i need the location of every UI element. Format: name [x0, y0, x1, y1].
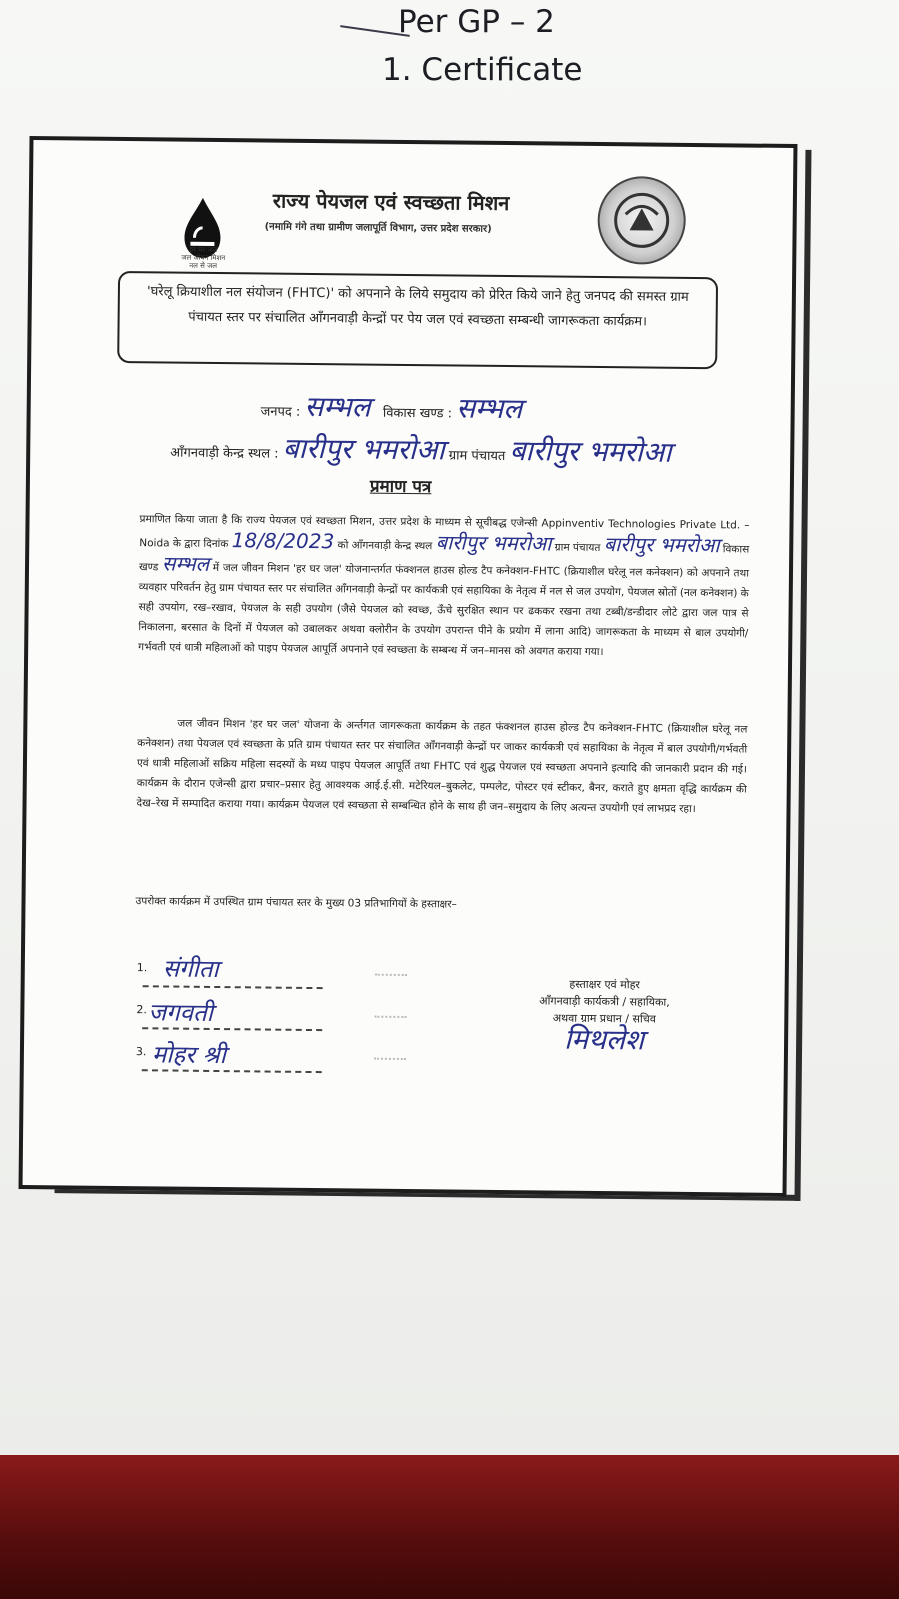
participant-row [137, 961, 148, 974]
para1-intro: प्रमाणित किया जाता है कि राज्य पेयजल एवं स्वच्छता मिशन, उत्तर प्रदेश के माध्यम से सूचीबद्ध एजेन्सी Appinventiv Technologies Private Ltd. – Noida के द्वारा दिनांक [139, 513, 750, 551]
authority-block [494, 975, 715, 1057]
signature-line [143, 985, 323, 989]
participant-num: 2. [136, 1003, 147, 1017]
para1-rest: में जल जीवन मिशन 'हर घर जल' योजनान्तर्गत फंक्शनल हाउस होल्ड टैप कनेक्शन-FHTC (क्रियाशील घरेलू नल कनेक्शन) को अपनाने तथा व्यवहार परिवर्तन हेतु ग्राम पंचायत स्तर पर संचालित आँगनवाड़ी केन्द्रों पर कार्यकत्री एवं सहायिका के नेतृत्व में नल से जल उपयोग, पेयजल स्रोतों (नल कनेक्शन) के सही उपयोग, रख–रखाव, पेयजल के सही उपयोग (जैसे पेयजल को स्वच्छ, ऊँचे सुरक्षित स्थान पर ढककर रखना तथा टब्बी/डन्डीदार लोटे द्वारा जल पात्र से निकालना, बरसात के दिनों में पेयजल को उबालकर अथवा क्लोरीन के उपयोग उपरान्त पीने के प्रयोग में लाना आदि) जागरूकता के माध्यम से बाल उपयोगी/गर्भवती एवं धात्री महिलाओं को पाइप पेयजल आपूर्ति अपनाने एवं स्वच्छता के सम्बन्ध में जन–मानस को अवगत कराया गया। [138, 561, 750, 659]
paragraph-2 [136, 713, 747, 819]
authority-line3: अथवा ग्राम प्रधान / सचिव [552, 1011, 656, 1026]
participant-signature: जगवती [148, 998, 214, 1027]
para2-text: जल जीवन मिशन 'हर घर जल' योजना के अर्न्तगत जागरूकता कार्यक्रम के तहत फंक्शनल हाउस होल्ड टैप कनेक्शन-FHTC (क्रियाशील घरेलू नल कनेक्शन) तथा पेयजल एवं स्वच्छता के प्रति ग्राम पंचायत स्तर पर संचालित आँगनवाड़ी केन्द्रों पर जाकर कार्यकत्री एवं सहायिका के नेतृत्व में बाल उपयोगी/गर्भवती एवं धात्री महिलाओं सक्रिय महिला सदस्यों के मध्य पाइप पेयजल आपूर्ति तथा FHTC एवं शुद्ध पेयजल एवं स्वच्छता अपनाने इत्यादि की जानकारी प्रदान की गई। कार्यक्रम के दौरान एजेन्सी द्वारा प्रचार–प्रसार हेतु आवश्यक आई.ई.सी. मटेरियल–बुकलेट, पम्पलेट, पोस्टर एवं स्टीकर, बैनर, कराते हुए क्षमता वृद्धि कार्यक्रम की देख–रेख में सम्पादित कराया गया। कार्यक्रम पेयजल एवं स्वच्छता से सम्बन्धित होने के साथ ही जन–समुदाय के लिए अत्यन्त उपयोगी एवं लाभप्रद रहा। [136, 717, 748, 816]
program-date: 18/8/2023 [231, 528, 335, 554]
vikas-khand-label: विकास खण्ड : [382, 405, 453, 422]
participant-signature: संगीता [162, 954, 219, 984]
kendra-value: बारीपुर भमरोआ [282, 431, 445, 467]
paragraph-1 [138, 509, 750, 663]
participant-row [136, 1045, 147, 1058]
para1-gp: बारीपुर भमरोआ [603, 532, 720, 558]
janpad-row [261, 386, 523, 427]
notice-box: 'घरेलू क्रियाशील नल संयोजन (FHTC)' को अपनाने के लिये समुदाय को प्रेरित किये जाने हेतु जनपद की समस्त ग्राम पंचायत स्तर पर संचालित आँगनवाड़ी केन्द्रों पर पेय जल एवं स्वच्छता सम्बन्धी जागरूकता कार्यक्रम। [117, 271, 718, 369]
participants-intro: उपरोक्त कार्यक्रम में उपस्थित ग्राम पंचायत स्तर के मुख्य 03 प्रतिभागियों के हस्ताक्षर– [135, 895, 457, 911]
gram-panchayat-value: बारीपुर भमरोआ [509, 434, 672, 469]
authority-line1: हस्ताक्षर एवं मोहर [569, 977, 641, 992]
logo-caption: हर घर जल जल जीवन मिशन नल से जल [181, 245, 226, 270]
certificate-title: प्रमाण पत्र [369, 476, 432, 498]
handwritten-per-gp: Per GP – 2 [398, 4, 555, 40]
janpad-label: जनपद : [260, 404, 301, 420]
janpad-value: सम्भल [304, 389, 371, 424]
faint-dots [374, 1058, 406, 1064]
vikas-khand-value: सम्भल [456, 391, 523, 426]
para1-kendra: बारीपुर भमरोआ [435, 530, 552, 556]
participant-num: 1. [136, 961, 148, 975]
header-subtitle: (नमामि गंगे तथा ग्रामीण जलापूर्ति विभाग, उत्तर प्रदेश सरकार) [264, 221, 492, 235]
participant-row [136, 1003, 147, 1016]
table-surface [0, 1455, 899, 1599]
up-government-emblem-icon [597, 176, 686, 265]
para1-mid1: को आँगनवाड़ी केन्द्र स्थल [337, 539, 433, 553]
faint-dots [375, 974, 407, 980]
kendra-row [170, 427, 672, 470]
kendra-label: आँगनवाड़ी केन्द्र स्थल : [170, 445, 279, 462]
para1-block: सम्भल [161, 551, 210, 576]
handwritten-certificate-label: 1. Certificate [382, 52, 583, 88]
participant-signature: मोहर श्री [151, 1040, 227, 1070]
participant-num: 3. [135, 1045, 147, 1059]
para1-mid3: विकास खण्ड [138, 543, 750, 574]
authority-line2: आँगनवाड़ी कार्यकत्री / सहायिका, [539, 994, 670, 1009]
header-title: राज्य पेयजल एवं स्वच्छता मिशन [272, 188, 510, 216]
faint-dots [374, 1016, 406, 1022]
gram-panchayat-label: ग्राम पंचायत [448, 448, 506, 465]
para1-mid2: ग्राम पंचायत [554, 541, 601, 555]
authority-signature: मिथलेश [563, 1022, 645, 1057]
certificate-document [19, 136, 798, 1197]
